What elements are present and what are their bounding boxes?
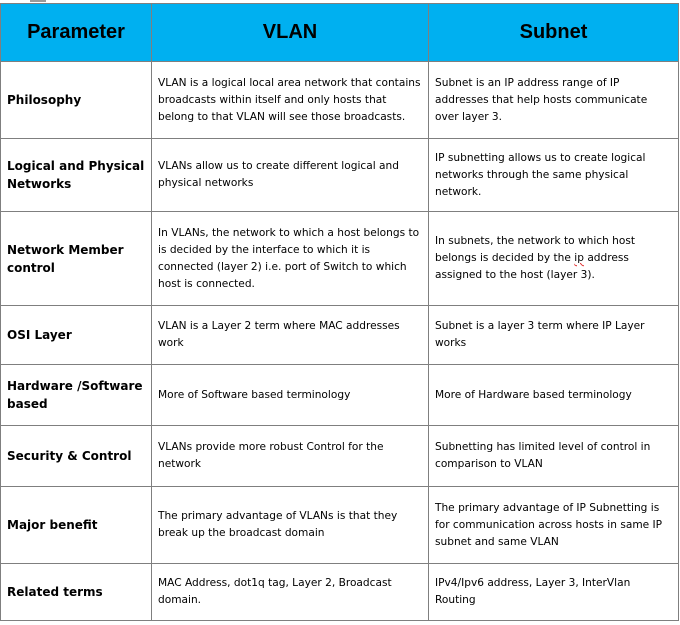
row-subnet-cell: More of Hardware based terminology bbox=[429, 365, 679, 426]
row-parameter: Logical and Physical Networks bbox=[1, 139, 152, 212]
row-vlan-cell: MAC Address, dot1q tag, Layer 2, Broadcast domain. bbox=[152, 564, 429, 621]
row-subnet-cell bbox=[429, 212, 679, 306]
table-row bbox=[1, 212, 679, 306]
row-vlan-cell: VLANs allow us to create different logical and physical networks bbox=[152, 139, 429, 212]
row-vlan-cell: More of Software based terminology bbox=[152, 365, 429, 426]
row-vlan-cell: The primary advantage of VLANs is that they break up the broadcast domain bbox=[152, 487, 429, 564]
row-vlan-cell: VLAN is a logical local area network that contains broadcasts within itself and only hosts that belong to that VLAN will see those broadcasts. bbox=[152, 62, 429, 139]
row-parameter: OSI Layer bbox=[1, 306, 152, 365]
row-subnet-cell: The primary advantage of IP Subnetting is for communication across hosts in same IP subnet and same VLAN bbox=[429, 487, 679, 564]
row-subnet-cell: Subnet is an IP address range of IP addresses that help hosts communicate over layer 3. bbox=[429, 62, 679, 139]
row-parameter: Hardware /Software based bbox=[1, 365, 152, 426]
row-subnet-cell: Subnet is a layer 3 term where IP Layer works bbox=[429, 306, 679, 365]
header-row bbox=[1, 4, 679, 62]
table-row bbox=[1, 487, 679, 564]
header-parameter: Parameter bbox=[1, 4, 152, 62]
row-parameter: Philosophy bbox=[1, 62, 152, 139]
row-parameter: Security & Control bbox=[1, 426, 152, 487]
header-vlan: VLAN bbox=[152, 4, 429, 62]
table-row bbox=[1, 426, 679, 487]
row-subnet-cell: IP subnetting allows us to create logical networks through the same physical network. bbox=[429, 139, 679, 212]
row-parameter: Related terms bbox=[1, 564, 152, 621]
row-subnet-cell: Subnetting has limited level of control in comparison to VLAN bbox=[429, 426, 679, 487]
row-vlan-cell: VLANs provide more robust Control for the network bbox=[152, 426, 429, 487]
table-row bbox=[1, 564, 679, 621]
top-edge-mark bbox=[30, 0, 46, 2]
table-row bbox=[1, 62, 679, 139]
table-row bbox=[1, 365, 679, 426]
subnet-text-after: address assigned to the host (layer 3). bbox=[435, 252, 629, 281]
vlan-vs-subnet-table bbox=[0, 3, 679, 621]
table-header bbox=[1, 4, 679, 62]
row-parameter: Network Member control bbox=[1, 212, 152, 306]
row-subnet-cell: IPv4/Ipv6 address, Layer 3, InterVlan Routing bbox=[429, 564, 679, 621]
table-row bbox=[1, 139, 679, 212]
row-vlan-cell: In VLANs, the network to which a host belongs to is decided by the interface to which it is connected (layer 2) i.e. port of Switch to which host is connected. bbox=[152, 212, 429, 306]
row-vlan-cell: VLAN is a Layer 2 term where MAC addresses work bbox=[152, 306, 429, 365]
subnet-text-before: In subnets, the network to which host belongs is decided by the bbox=[435, 235, 636, 264]
row-parameter: Major benefit bbox=[1, 487, 152, 564]
table-body bbox=[1, 62, 679, 621]
table-row bbox=[1, 306, 679, 365]
header-subnet: Subnet bbox=[429, 4, 679, 62]
spellcheck-marked-word: ip bbox=[574, 252, 584, 264]
